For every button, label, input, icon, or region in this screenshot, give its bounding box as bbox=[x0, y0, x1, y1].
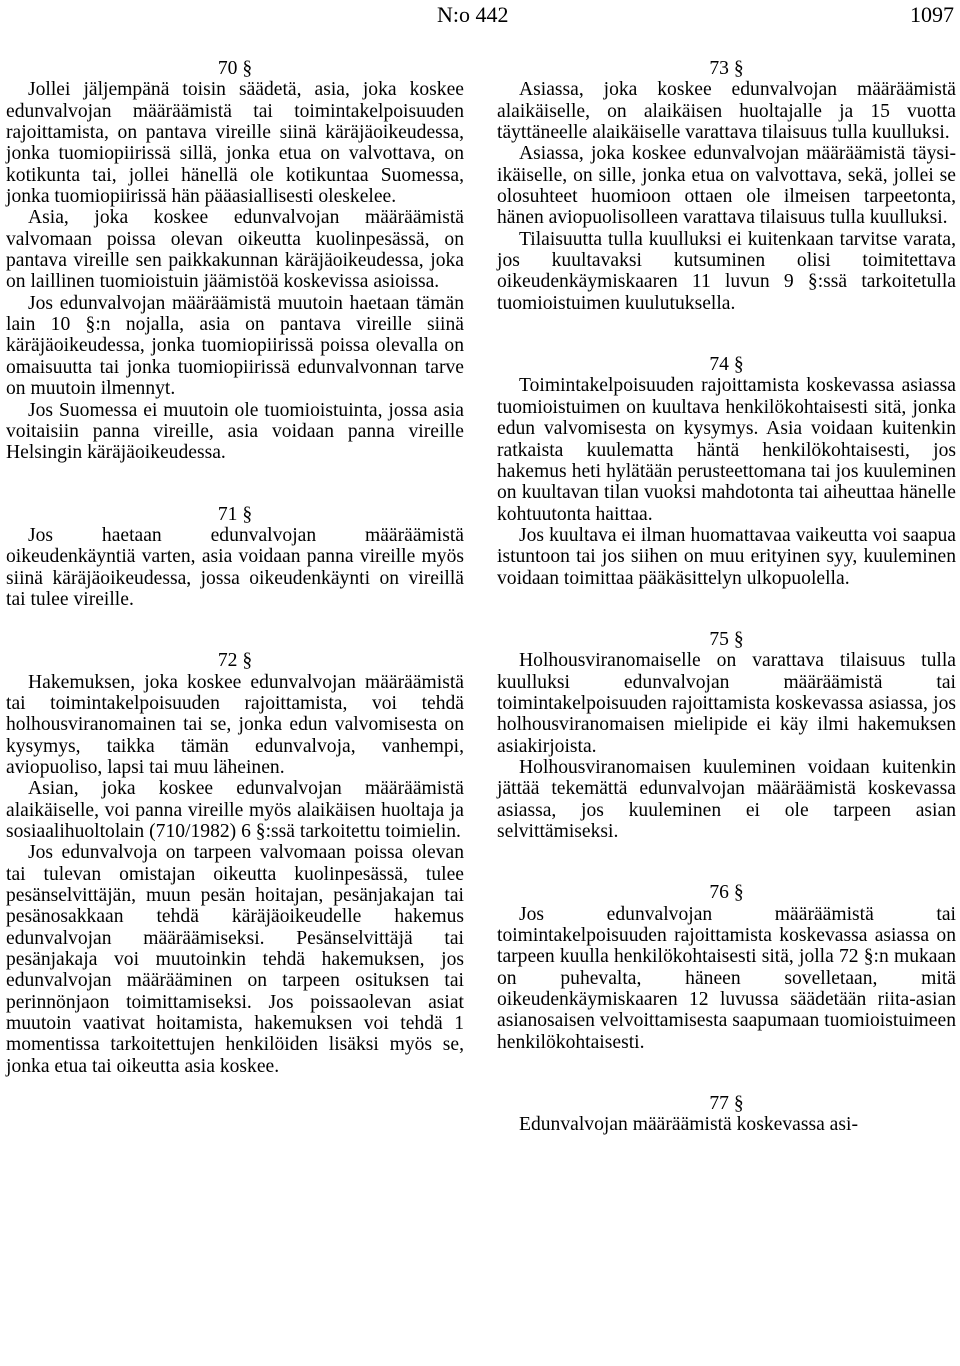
section-title: 71 § bbox=[217, 503, 253, 525]
document-number: N:o 442 bbox=[437, 2, 509, 27]
paragraph: Jollei jäljempänä toisin säädetä, asia, joka koskee edunvalvojan määräämistä tai toimintakelpoisuuden rajoittamista, on pantava vireille siinä käräjäoikeudessa, jonka tuomiopiirissä sillä, jonka etua on valvottava, on kotikunta tai, jollei hänellä ole kotikuntaa Suomessa, jonka tuomiopiirissä hän pääasiallisesti oleskelee. bbox=[6, 79, 464, 208]
section-title: 73 § bbox=[709, 58, 744, 79]
paragraph: Jos edunvalvojan määräämistä tai toimintakelpoisuuden rajoittamista koskevassa asiassa on tarpeen kuulla henkilökohtaisesti sitä, jolla 72 §:n mukaan on puhevalta, häneen sovelletaan, mitä oikeudenkäymiskaaren 12 luvussa säädetään riita-asian asianosaisen velvoittamisesta saapumaan tuomioistuimeen henkilökohtaisesti. bbox=[497, 903, 956, 1053]
section-gap bbox=[497, 314, 956, 354]
left-column bbox=[6, 58, 464, 1077]
section-gap bbox=[6, 464, 464, 504]
section-title: 76 § bbox=[709, 882, 744, 904]
section-title: 77 § bbox=[709, 1093, 744, 1115]
paragraph: Edunvalvojan määräämistä koskevassa asi- bbox=[519, 1114, 858, 1136]
paragraph: Holhousviranomaiselle on varattava tilaisuus tulla kuulluksi edunvalvojan määräämistä tai toimintakelpoisuuden rajoittamista koskevassa asiassa, jos holhousviranomaisen mielipide ei käy ilmi hakemuksen asiakirjoista. bbox=[497, 650, 956, 757]
section-gap bbox=[497, 589, 956, 629]
page-number: 1097 bbox=[910, 2, 954, 27]
paragraph: Holhousviranomaisen kuuleminen voidaan kuitenkin jättää tekemättä edunvalvojan määräämistä koskevassa asiassa, jos kuuleminen ei ole tarpeen asian selvittämiseksi. bbox=[497, 756, 956, 842]
section-gap bbox=[497, 1053, 956, 1093]
paragraph: Asiassa, joka koskee edunvalvojan määräämistä täysi-ikäiselle, on sille, jonka etua on valvottava, sekä, jollei se olosuhteet huomioon ottaen ole ilmeisen tarpeetonta, hänen aviopuolisolleen varattava tilaisuus tulla kuulluksi. bbox=[497, 143, 956, 229]
paragraph: Jos edunvalvoja on tarpeen valvomaan poissa olevan tai tulevan omistajan oikeutta kuolinpesässä, tulee pesänselvittäjän, muun pesän hoitajan, pesänjakajan tai pesänosakkaan tehdä käräjäoikeudelle hakemus edunvalvojan määräämiseksi. Pesänselvittäjä tai pesänjakaja voi muutoinkin tehdä hakemuksen, jos edunvalvojan määrääminen on tarpeen osituksen tai perinnönjaon toimittamiseksi. Jos poissaolevan asiat muutoin vaativat hoitamista, hakemuksen voi tehdä 1 momentissa tarkoitettujen henkilöiden lisäksi myös se, jonka etua tai oikeutta asia koskee. bbox=[6, 842, 464, 1077]
paragraph: Asiassa, joka koskee edunvalvojan määräämistä alaikäiselle, on alaikäisen huoltajalle ja 15 vuotta täyttäneelle alaikäiselle varattava tilaisuus tulla kuulluksi. bbox=[497, 79, 956, 144]
section-title: 74 § bbox=[709, 354, 744, 376]
section-title: 70 § bbox=[217, 58, 253, 79]
paragraph: Asian, joka koskee edunvalvojan määräämistä alaikäiselle, voi panna vireille myös alaikäisen huoltaja ja sosiaalihuoltolain (710/1982) 6 §:ssä tarkoitettu toimielin. bbox=[6, 778, 464, 842]
section-title: 72 § bbox=[217, 650, 253, 672]
section-gap bbox=[6, 610, 464, 650]
paragraph: Jos kuultava ei ilman huomattavaa vaikeutta voi saapua istuntoon tai jos siihen on muu erityinen syy, kuuleminen voidaan toimittaa pääkäsittelyn ulkopuolella. bbox=[497, 524, 956, 589]
paragraph: Toimintakelpoisuuden rajoittamista koskevassa asiassa tuomioistuimen on kuultava henkilökohtaisesti sitä, jonka edun valvomisesta on kysymys. Asia voidaan kuitenkin ratkaista kuulematta häntä henkilökohtaisesti, jos hakemus heti hylätään perusteettomana tai jos kuuleminen on kuultavan tilan vuoksi mahdotonta tai aiheuttaa hänelle kohtuutonta haittaa. bbox=[497, 375, 956, 525]
right-column bbox=[497, 58, 956, 1136]
page-header bbox=[0, 0, 960, 36]
paragraph: Tilaisuutta tulla kuulluksi ei kuitenkaan tarvitse varata, jos kuultavaksi kutsuminen olisi toimitettava oikeudenkäymiskaaren 11 luvun 9 §:ssä tarkoitetulla tuomioistuimen kuulutuksella. bbox=[497, 228, 956, 314]
paragraph: Asia, joka koskee edunvalvojan määräämistä valvomaan poissa olevan oikeutta kuolinpesässä, on pantava vireille sen paikkakunnan käräjäoikeudessa, joka on laillinen tuomioistuin jäämistöä koskevissa asioissa. bbox=[6, 207, 464, 293]
section-gap bbox=[497, 842, 956, 882]
paragraph: Jos edunvalvojan määräämistä muutoin haetaan tämän lain 10 §:n nojalla, asia on pantava vireille siinä käräjäoikeudessa, jonka tuomiopiirissä poissa olevalla on omaisuutta tai jonka tuomiopiirissä edunvalvonnan tarve on muutoin ilmennyt. bbox=[6, 292, 464, 400]
paragraph: Jos haetaan edunvalvojan määräämistä oikeudenkäyntiä varten, asia voidaan panna vireille myös siinä käräjäoikeudessa, jossa oikeudenkäynti on vireillä tai tulee vireille. bbox=[6, 524, 464, 610]
paragraph: Hakemuksen, joka koskee edunvalvojan määräämistä tai toimintakelpoisuuden rajoittamista, voi tehdä holhousviranomainen tai se, jonka edun valvomisesta on kysymys, taikka tämän edunvalvoja, vanhempi, aviopuoliso, lapsi tai muu läheinen. bbox=[6, 671, 464, 778]
paragraph: Jos Suomessa ei muutoin ole tuomioistuinta, jossa asia voitaisiin panna vireille, asia voidaan panna vireille Helsingin käräjäoikeudessa. bbox=[6, 399, 464, 464]
section-title: 75 § bbox=[709, 628, 744, 650]
